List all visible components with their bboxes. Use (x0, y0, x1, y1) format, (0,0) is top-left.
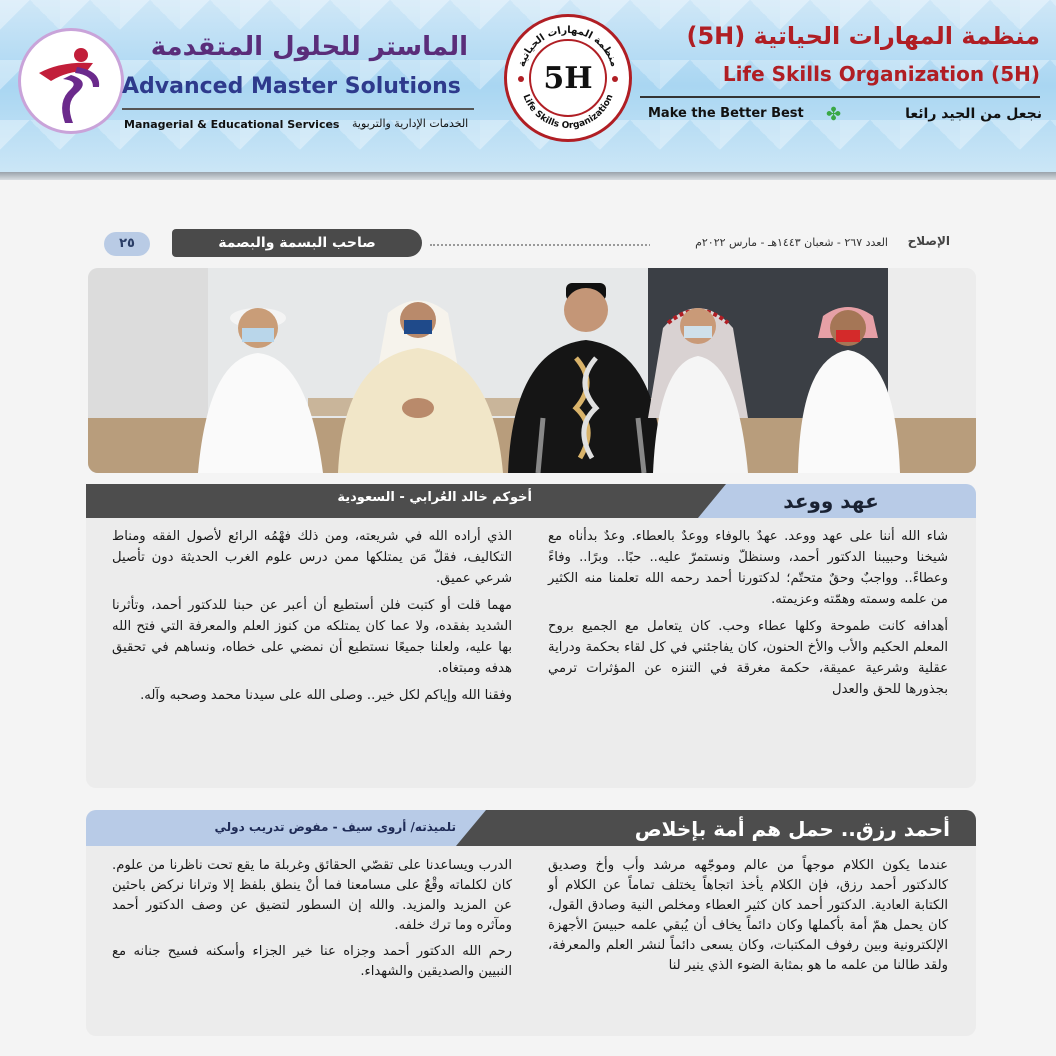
paragraph: وفقنا الله وإياكم لكل خير.. وصلى الله على سيدنا محمد وصحبه وآله. (140, 688, 512, 703)
lso-divider (640, 96, 1040, 98)
article-1-author: أخوكم خالد العُرابي - السعودية (337, 490, 532, 505)
lso-motto-english: Make the Better Best (648, 106, 804, 121)
seal-5h-mark: 5H (543, 61, 593, 96)
paragraph: الدرب ويساعدنا على تقصّي الحقائق وغربلة ما يقع تحت ناظرنا من علوم. كان لكلماته وقْعٌ على مسامعنا فما أنْ ينطق بلفظ إلا وترانا نركض باحثين عن المزيد والمزيد. والله إن السطور لتضيق عن وصف الدكتور أحمد ومآثره وما ترك خلفه. (112, 858, 512, 933)
seal-ring-arabic: منظمة المهارات الحياتية (516, 24, 620, 69)
magazine-logo: الإصلاح (907, 234, 950, 248)
lso-seal-logo (504, 14, 632, 142)
lso-motto-arabic: نجعل من الجيد رائعا (905, 106, 1042, 122)
article-1-left-column (112, 526, 512, 712)
person-4 (648, 308, 748, 473)
paragraph: رحم الله الدكتور أحمد وجزاه عنا خير الجزاء وأسكنه فسيح جنانه مع النبيين والصديقين والشهداء. (112, 944, 512, 979)
ams-divider (122, 108, 474, 110)
ams-logo-icon (18, 28, 124, 134)
group-photo (88, 268, 976, 473)
article-2-author: تلميذته/ أروى سيف - مفوض تدريب دولي (214, 820, 456, 834)
issue-info: العدد ٢٦٧ - شعبان ١٤٤٣هـ - مارس ٢٠٢٢م (650, 236, 888, 249)
ams-name-arabic: الماستر للحلول المتقدمة (150, 32, 468, 62)
article-1-title: عهد ووعد (783, 489, 879, 513)
section-title: صاحب البسمة والبصمة (172, 229, 422, 257)
ams-name-english: Advanced Master Solutions (122, 74, 461, 99)
lso-name-arabic: منظمة المهارات الحياتية (5H) (686, 22, 1040, 50)
header-divider (0, 172, 1056, 180)
article-2-title: أحمد رزق.. حمل هم أمة بإخلاص (634, 817, 950, 841)
article-2-left-column (112, 856, 512, 988)
clover-icon: ✤ (826, 104, 842, 125)
ams-services-arabic: الخدمات الإدارية والتربوية (352, 117, 469, 130)
paragraph: مهما قلت أو كتبت فلن أستطيع أن أعبر عن حبنا للدكتور أحمد، وتأثرنا الشديد بفقده، ولا عما كان يمتلكه من كنوز العلم والمعرفة التي فتح الله بها عليه، ولعلنا جميعًا نستطيع أن نمضي على خطاه، ونساهم في تحقيق هدفه ومبتغاه. (112, 598, 512, 676)
header-banner (0, 0, 1056, 172)
paragraph: الذي أراده الله في شريعته، ومن ذلك فهْمُه الرائع لأصول الفقه ومناط التكاليف، فقلّ مَن يمتلكها ممن درس علوم الغرب الحديثة دون تأصيل شرعي عميق. (112, 529, 512, 586)
paragraph: أهدافه كانت طموحة وكلها عطاء وحب. كان يتعامل مع الجميع بروح المعلم الحكيم والأب والأخ الحنون، كان يفاجئني في كل لقاء بحكمة ودراية عقلية وشرعية عميقة، حكمة مغرقة في التنزه عن المؤثرات ترمي بجذورها للحق والعدل (548, 619, 948, 697)
article-1-right-column (548, 526, 948, 706)
article-2-right-column (548, 856, 948, 982)
ams-services-english: Managerial & Educational Services (124, 118, 340, 131)
page-number: ٢٥ (104, 232, 150, 256)
paragraph: عندما يكون الكلام موجهاً من عالم وموجّهه مرشد وأب وأخ وصديق كالدكتور أحمد رزق، فإن الكلام يأخذ اتجاهاً يختلف تماماً عن الكلام أو الكتابة العادية. الدكتور أحمد كان كثير العطاء ومخلص النية وصادق القول، كان يحمل همّ أمة بأكملها وكان دائماً يخاف أن يُبقي علمه حبيسَ الأجهزة الإلكترونية وبين رفوف المكتبات، وكان يسعى دائماً لنشر العلم والمعرفة، ولقد طالنا من علمه ما هو بمثابة الضوء الذي ينير لنا (548, 858, 948, 973)
paragraph: شاء الله أننا على عهد ووعد. عهدٌ بالوفاء ووعدٌ بالعطاء. وعدٌ بدأناه مع شيخنا وحبيبنا الدكتور أحمد، وسنظلّ ونستمرّ عليه.. حبًا.. وبرًا.. وفاءً وعطاءً.. وواجبٌ وحقٌ متحتّم؛ لدكتورنا أحمد رحمه الله تعلمنا منه الكثير من علمه وسمته وهمّته وعزيمته. (548, 529, 948, 607)
seal-ring-english: Life Skills Organization (520, 93, 616, 132)
lso-name-english: Life Skills Organization (5H) (722, 62, 1040, 86)
